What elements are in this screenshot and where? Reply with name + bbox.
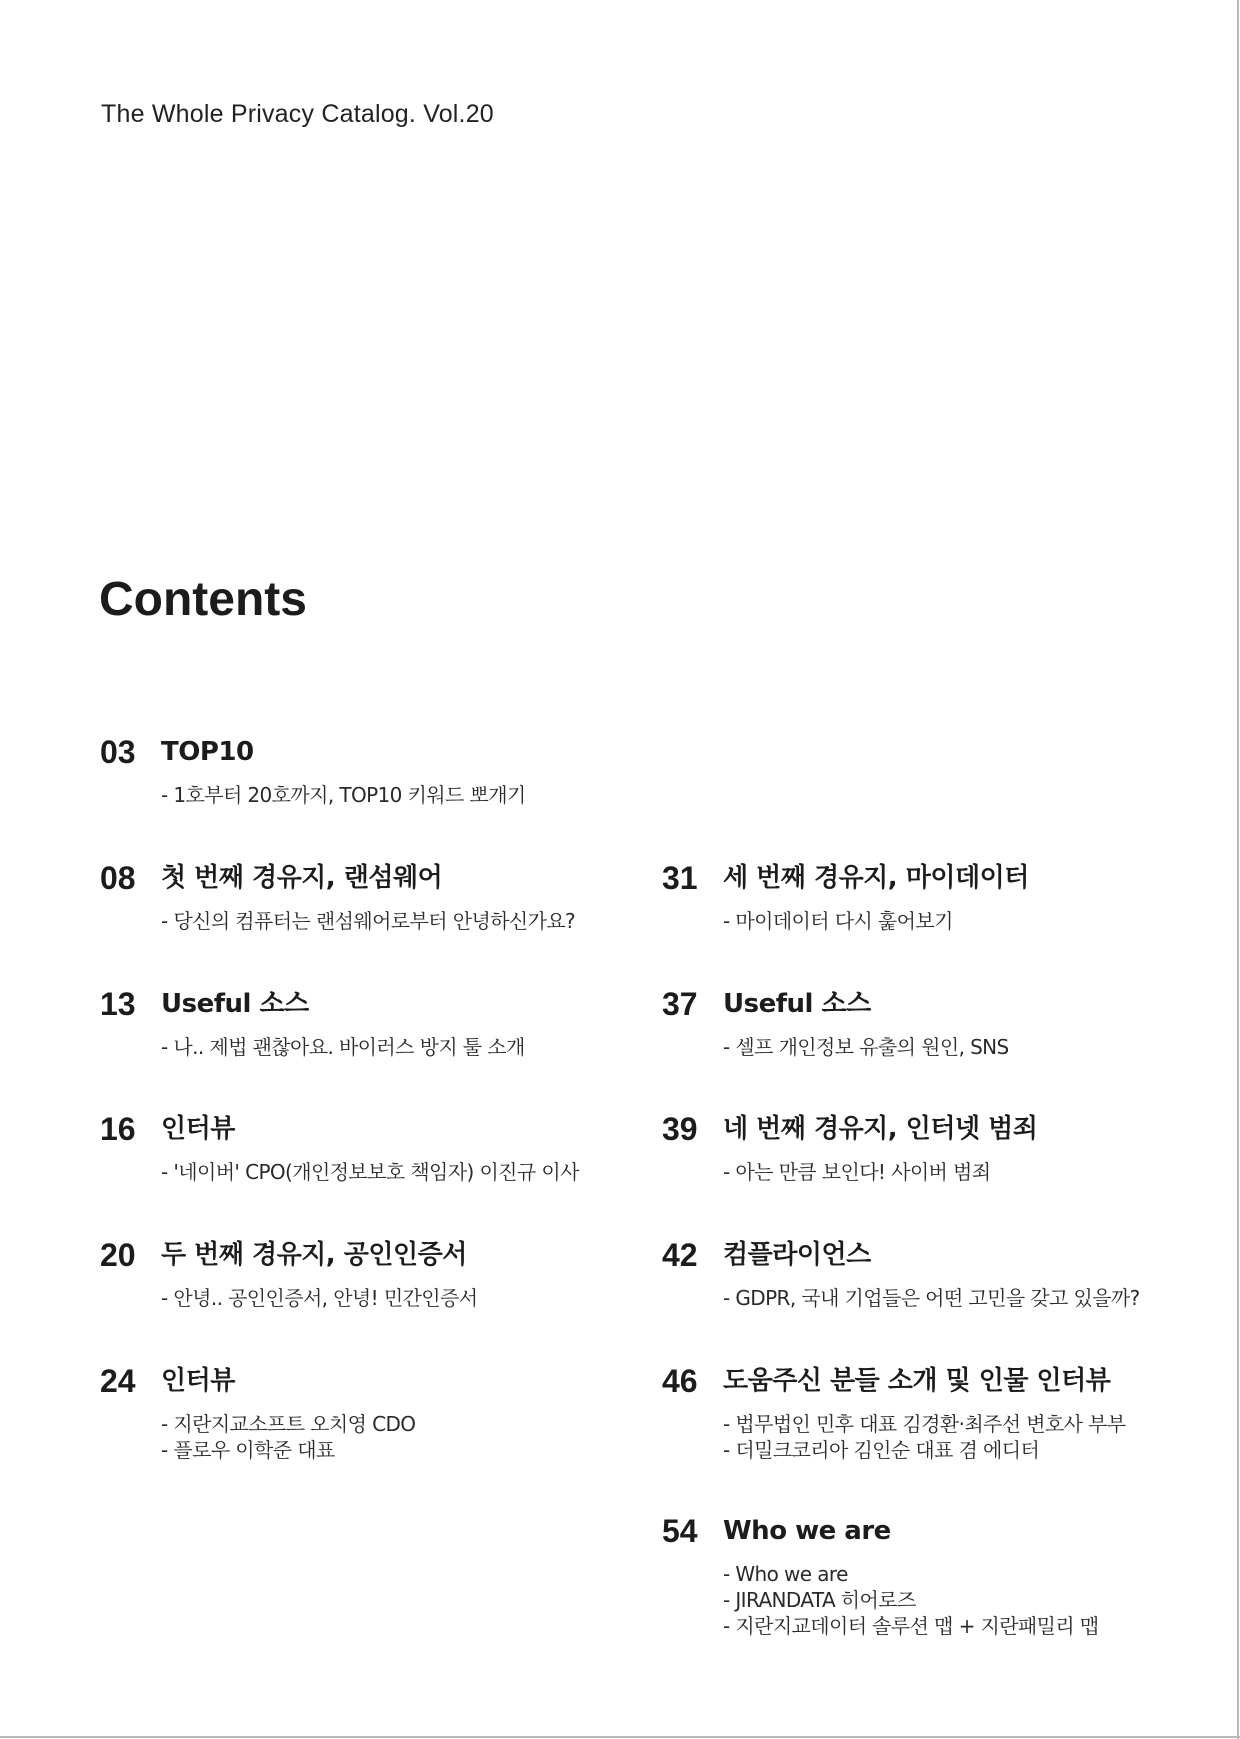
toc-subtitle-list	[161, 1159, 579, 1185]
toc-page-number: 39	[662, 1111, 698, 1147]
toc-subtitle: - 당신의 컴퓨터는 랜섬웨어로부터 안녕하신가요?	[161, 909, 576, 933]
toc-page-number: 54	[662, 1513, 698, 1549]
toc-subtitle: - '네이버' CPO(개인정보보호 책임자) 이진규 이사	[161, 1160, 579, 1184]
toc-title: TOP10	[161, 737, 254, 767]
magazine-title: The Whole Privacy Catalog. Vol.20	[101, 100, 494, 128]
toc-subtitle: - 더밀크코리아 김인순 대표 겸 에디터	[723, 1438, 1040, 1462]
toc-subtitle-list	[161, 908, 575, 934]
toc-subtitle-list	[723, 908, 953, 934]
toc-subtitle-list	[723, 1034, 1009, 1060]
toc-subtitle: - GDPR, 국내 기업들은 어떤 고민을 갖고 있을까?	[723, 1286, 1140, 1310]
toc-subtitle-list	[723, 1159, 990, 1185]
toc-title: 인터뷰	[161, 1366, 235, 1396]
toc-page-number: 03	[100, 734, 136, 770]
toc-subtitle: - 셀프 개인정보 유출의 원인, SNS	[723, 1035, 1009, 1059]
toc-page-number: 42	[662, 1237, 698, 1273]
toc-title: 세 번째 경유지, 마이데이터	[723, 863, 1029, 893]
toc-page-number: 08	[100, 860, 136, 896]
toc-subtitle: - 아는 만큼 보인다! 사이버 범죄	[723, 1160, 991, 1184]
toc-subtitle-list	[723, 1561, 1099, 1639]
toc-subtitle-list	[161, 1285, 477, 1311]
toc-title: 도움주신 분들 소개 및 인물 인터뷰	[723, 1366, 1111, 1396]
toc-title: 컴플라이언스	[723, 1240, 871, 1270]
toc-title: 네 번째 경유지, 인터넷 범죄	[723, 1114, 1038, 1144]
toc-subtitle: - 플로우 이학준 대표	[161, 1438, 335, 1462]
toc-subtitle: - 법무법인 민후 대표 김경환·최주선 변호사 부부	[723, 1412, 1126, 1436]
toc-page-number: 16	[100, 1111, 136, 1147]
toc-title: Useful 소스	[161, 989, 309, 1019]
toc-page-number: 24	[100, 1363, 136, 1399]
toc-subtitle: - JIRANDATA 히어로즈	[723, 1588, 916, 1612]
toc-subtitle-list	[161, 1411, 415, 1463]
toc-page-number: 20	[100, 1237, 136, 1273]
page-edge-bottom	[0, 1736, 1240, 1738]
toc-subtitle: - 1호부터 20호까지, TOP10 키워드 뽀개기	[161, 783, 526, 807]
toc-subtitle-list	[723, 1411, 1126, 1463]
toc-title: Useful 소스	[723, 989, 871, 1019]
toc-page-number: 46	[662, 1363, 698, 1399]
contents-heading: Contents	[99, 573, 307, 626]
page-edge-right	[1237, 0, 1239, 1739]
toc-subtitle: - 나.. 제법 괜찮아요. 바이러스 방지 툴 소개	[161, 1035, 525, 1059]
toc-subtitle: - 지란지교데이터 솔루션 맵 + 지란패밀리 맵	[723, 1614, 1099, 1638]
toc-title: Who we are	[723, 1516, 891, 1546]
toc-page-number: 31	[662, 860, 698, 896]
toc-subtitle-list	[161, 1034, 525, 1060]
toc-subtitle: - Who we are	[723, 1562, 848, 1586]
toc-title: 인터뷰	[161, 1114, 235, 1144]
toc-subtitle: - 마이데이터 다시 훑어보기	[723, 909, 953, 933]
toc-subtitle-list	[723, 1285, 1140, 1311]
toc-subtitle: - 안녕.. 공인인증서, 안녕! 민간인증서	[161, 1286, 478, 1310]
toc-title: 두 번째 경유지, 공인인증서	[161, 1240, 467, 1270]
toc-title: 첫 번째 경유지, 랜섬웨어	[161, 863, 443, 893]
toc-page-number: 37	[662, 986, 698, 1022]
toc-page-number: 13	[100, 986, 136, 1022]
toc-subtitle-list	[161, 782, 526, 808]
toc-subtitle: - 지란지교소프트 오치영 CDO	[161, 1412, 416, 1436]
